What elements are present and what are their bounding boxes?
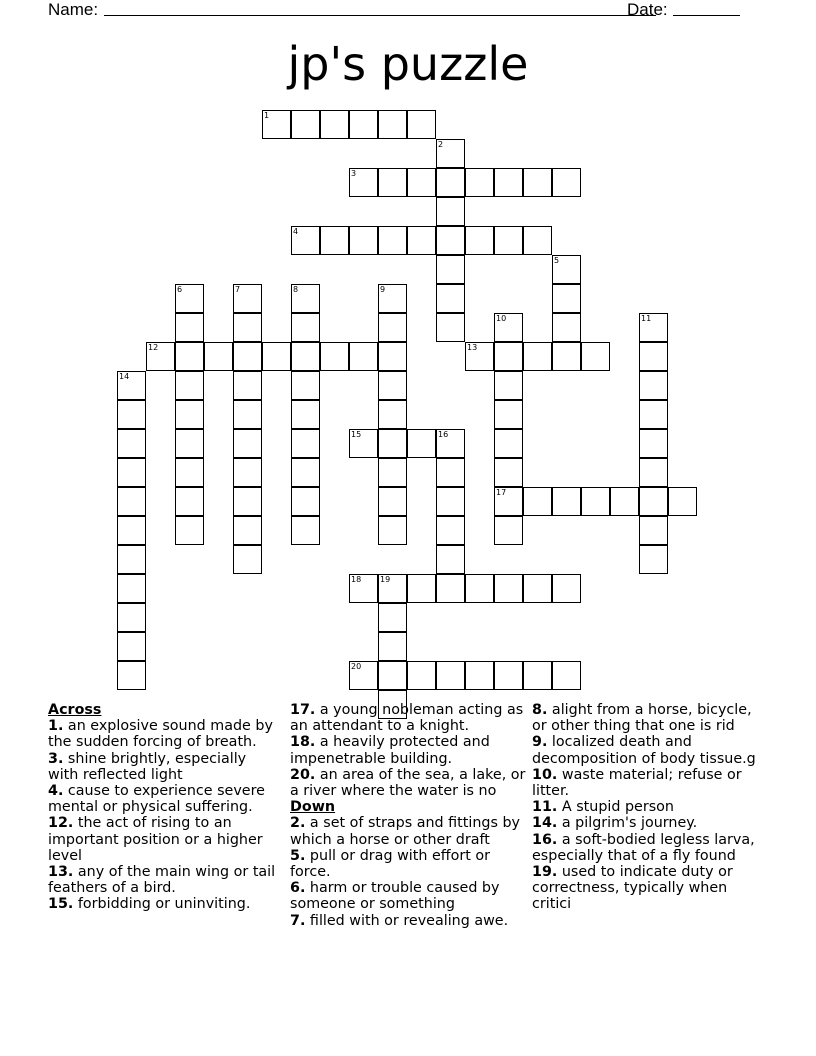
clue-column-2	[290, 702, 526, 929]
grid-cell[interactable]	[436, 226, 465, 255]
grid-cell[interactable]	[378, 400, 407, 429]
cell-number: 17	[496, 488, 507, 497]
grid-cell[interactable]	[175, 487, 204, 516]
grid-cell[interactable]	[639, 458, 668, 487]
clue	[532, 832, 768, 864]
cell-number: 20	[351, 662, 362, 671]
grid-cell[interactable]	[117, 545, 146, 574]
clue-text: a pilgrim's journey.	[557, 815, 698, 832]
grid-cell[interactable]	[407, 226, 436, 255]
grid-cell[interactable]	[320, 110, 349, 139]
grid-cell[interactable]	[233, 429, 262, 458]
grid-cell[interactable]	[378, 458, 407, 487]
grid-cell[interactable]	[233, 371, 262, 400]
clue	[290, 815, 526, 847]
grid-cell[interactable]	[436, 574, 465, 603]
grid-cell[interactable]	[639, 371, 668, 400]
grid-cell[interactable]	[175, 371, 204, 400]
cell-number: 11	[641, 314, 652, 323]
grid-cell[interactable]	[291, 313, 320, 342]
clue	[532, 864, 768, 913]
cell-number: 19	[380, 575, 391, 584]
clue-number: 13.	[48, 864, 74, 881]
grid-cell[interactable]	[523, 661, 552, 690]
grid-cell[interactable]	[639, 429, 668, 458]
grid-cell[interactable]	[291, 400, 320, 429]
across-heading: Across	[48, 702, 102, 718]
grid-cell[interactable]	[436, 487, 465, 516]
grid-cell[interactable]	[639, 487, 668, 516]
grid-cell[interactable]	[523, 574, 552, 603]
grid-cell[interactable]	[581, 487, 610, 516]
grid-cell[interactable]	[378, 429, 407, 458]
clue-text: harm or trouble caused by someone or something	[290, 880, 500, 913]
clue-number: 4.	[48, 783, 64, 800]
grid-cell[interactable]	[117, 574, 146, 603]
grid-cell[interactable]	[465, 574, 494, 603]
clue-number: 9.	[532, 734, 548, 751]
grid-cell[interactable]	[552, 168, 581, 197]
grid-cell[interactable]	[523, 487, 552, 516]
grid-cell[interactable]	[349, 342, 378, 371]
clue-text: used to indicate duty or correctness, typically when critici	[532, 864, 733, 913]
clue-text: a set of straps and fittings by which a horse or other draft	[290, 815, 521, 848]
clue	[48, 864, 280, 896]
grid-cell[interactable]	[175, 313, 204, 342]
clue-text: A stupid person	[557, 799, 674, 816]
grid-cell[interactable]	[378, 487, 407, 516]
grid-cell[interactable]	[117, 632, 146, 661]
clue-text: a heavily protected and impenetrable building.	[290, 734, 490, 767]
clue-number: 12.	[48, 815, 74, 832]
cell-number: 13	[467, 343, 478, 352]
grid-cell[interactable]	[378, 168, 407, 197]
clue-text: forbidding or uninviting.	[73, 896, 251, 913]
clue-text: shine brightly, especially with reflected light	[48, 750, 247, 783]
clue	[532, 702, 768, 734]
grid-cell[interactable]	[494, 226, 523, 255]
cell-number: 3	[351, 169, 357, 178]
cell-number: 2	[438, 140, 444, 149]
grid-cell[interactable]	[552, 487, 581, 516]
grid-cell[interactable]	[233, 400, 262, 429]
grid-cell[interactable]	[233, 487, 262, 516]
grid-cell[interactable]	[436, 516, 465, 545]
clue-text: an area of the sea, a lake, or a river where the water is no	[290, 766, 526, 800]
grid-cell[interactable]	[233, 516, 262, 545]
grid-cell[interactable]	[610, 487, 639, 516]
grid-cell[interactable]	[436, 255, 465, 284]
grid-cell[interactable]	[552, 661, 581, 690]
grid-cell[interactable]	[494, 400, 523, 429]
clue	[48, 783, 280, 815]
name-label: Name:	[48, 0, 99, 19]
cell-number: 1	[264, 111, 270, 120]
grid-cell[interactable]	[552, 342, 581, 371]
grid-cell[interactable]	[407, 661, 436, 690]
cell-number: 15	[351, 430, 362, 439]
clue-text: the act of rising to an important position or a higher level	[48, 815, 263, 864]
grid-cell[interactable]	[378, 342, 407, 371]
clue-number: 10.	[532, 766, 558, 783]
down-clue-list	[290, 815, 526, 928]
clue-number: 14.	[532, 815, 558, 832]
cell-number: 6	[177, 285, 183, 294]
clue-text: pull or drag with effort or force.	[290, 847, 490, 881]
grid-cell[interactable]	[494, 661, 523, 690]
clue-column-3	[532, 702, 768, 913]
cell-number: 4	[293, 227, 299, 236]
grid-cell[interactable]	[291, 110, 320, 139]
clue	[532, 799, 768, 815]
puzzle-title: jp's puzzle	[287, 37, 529, 91]
clue-text: any of the main wing or tail feathers of a bird.	[48, 864, 276, 897]
clue	[532, 815, 768, 831]
grid-cell[interactable]	[117, 661, 146, 690]
grid-cell[interactable]	[494, 342, 523, 371]
grid-cell[interactable]	[291, 458, 320, 487]
grid-cell[interactable]	[436, 313, 465, 342]
cell-number: 14	[119, 372, 130, 381]
grid-cell[interactable]	[378, 632, 407, 661]
grid-cell[interactable]	[581, 342, 610, 371]
grid-cell[interactable]	[639, 545, 668, 574]
grid-cell[interactable]	[117, 487, 146, 516]
grid-cell[interactable]	[552, 284, 581, 313]
clue	[48, 896, 280, 912]
cell-number: 7	[235, 285, 241, 294]
clue	[48, 718, 280, 750]
clue-number: 11.	[532, 799, 558, 816]
down-heading: Down	[290, 799, 336, 816]
grid-cell[interactable]	[436, 458, 465, 487]
grid-cell[interactable]	[407, 429, 436, 458]
cell-number: 18	[351, 575, 362, 584]
clue-text: localized death and decomposition of body tissue.g	[532, 734, 756, 767]
clue	[532, 734, 768, 766]
cell-number: 16	[438, 430, 449, 439]
grid-cell[interactable]	[378, 516, 407, 545]
grid-cell[interactable]	[465, 226, 494, 255]
grid-cell[interactable]	[117, 400, 146, 429]
grid-cell[interactable]	[320, 226, 349, 255]
grid-cell[interactable]	[320, 342, 349, 371]
grid-cell[interactable]	[552, 313, 581, 342]
grid-cell[interactable]	[494, 371, 523, 400]
clue	[290, 880, 526, 912]
cell-number: 8	[293, 285, 299, 294]
grid-cell[interactable]	[349, 110, 378, 139]
grid-cell[interactable]	[117, 516, 146, 545]
grid-cell[interactable]	[233, 342, 262, 371]
clue	[48, 751, 280, 783]
clue	[290, 702, 526, 734]
clue	[290, 848, 526, 880]
grid-cell[interactable]	[407, 168, 436, 197]
grid-cell[interactable]	[175, 429, 204, 458]
clue-number: 18.	[290, 734, 316, 751]
grid-cell[interactable]	[523, 226, 552, 255]
clue-number: 19.	[532, 864, 558, 881]
grid-cell[interactable]	[117, 429, 146, 458]
grid-cell[interactable]	[175, 342, 204, 371]
grid-cell[interactable]	[523, 342, 552, 371]
grid-cell[interactable]	[378, 603, 407, 632]
grid-cell[interactable]	[378, 110, 407, 139]
grid-cell[interactable]	[465, 168, 494, 197]
clue-text: alight from a horse, bicycle, or other thing that one is rid	[532, 702, 752, 735]
grid-cell[interactable]	[175, 400, 204, 429]
clue-number: 20.	[290, 766, 316, 783]
clue-text: waste material; refuse or litter.	[532, 766, 742, 800]
grid-cell[interactable]	[552, 574, 581, 603]
grid-cell[interactable]	[204, 342, 233, 371]
cell-number: 9	[380, 285, 386, 294]
grid-cell[interactable]	[233, 545, 262, 574]
grid-cell[interactable]	[639, 516, 668, 545]
grid-cell[interactable]	[291, 516, 320, 545]
grid-cell[interactable]	[494, 429, 523, 458]
cell-number: 12	[148, 343, 159, 352]
grid-cell[interactable]	[175, 458, 204, 487]
clue-text: cause to experience severe mental or physical suffering.	[48, 783, 265, 816]
grid-cell[interactable]	[378, 313, 407, 342]
grid-cell[interactable]	[117, 458, 146, 487]
clue-number: 8.	[532, 702, 548, 718]
clue-text: filled with or revealing awe.	[305, 912, 509, 929]
clue-column-1	[48, 702, 280, 913]
grid-cell[interactable]	[262, 342, 291, 371]
grid-cell[interactable]	[436, 661, 465, 690]
cell-number: 5	[554, 256, 560, 265]
grid-cell[interactable]	[494, 516, 523, 545]
clue-text: a soft-bodied legless larva, especially that of a fly found	[532, 831, 755, 864]
grid-cell[interactable]	[175, 516, 204, 545]
clue	[532, 767, 768, 799]
grid-cell[interactable]	[233, 313, 262, 342]
clue	[290, 913, 526, 929]
clue-number: 1.	[48, 718, 64, 735]
grid-cell[interactable]	[436, 284, 465, 313]
grid-cell[interactable]	[436, 197, 465, 226]
clue-number: 7.	[290, 912, 306, 929]
clue	[290, 734, 526, 766]
grid-cell[interactable]	[291, 429, 320, 458]
clue-number: 3.	[48, 750, 64, 767]
grid-cell[interactable]	[436, 168, 465, 197]
grid-cell[interactable]	[291, 371, 320, 400]
grid-cell[interactable]	[378, 661, 407, 690]
grid-cell[interactable]	[465, 661, 494, 690]
clue-text: a young nobleman acting as an attendant to a knight.	[290, 702, 524, 735]
grid-cell[interactable]	[378, 226, 407, 255]
grid-cell[interactable]	[407, 574, 436, 603]
grid-cell[interactable]	[378, 371, 407, 400]
clue-number: 6.	[290, 880, 306, 897]
grid-cell[interactable]	[639, 342, 668, 371]
grid-cell[interactable]	[668, 487, 697, 516]
across-clue-list-continued	[290, 702, 526, 799]
clue-number: 2.	[290, 815, 306, 832]
grid-cell[interactable]	[523, 168, 552, 197]
clue-number: 5.	[290, 847, 306, 864]
clue	[290, 767, 526, 799]
grid-cell[interactable]	[494, 168, 523, 197]
across-clue-list	[48, 718, 280, 912]
grid-cell[interactable]	[639, 400, 668, 429]
grid-cell[interactable]	[494, 458, 523, 487]
grid-cell[interactable]	[117, 603, 146, 632]
grid-cell[interactable]	[436, 545, 465, 574]
grid-cell[interactable]	[233, 458, 262, 487]
grid-cell[interactable]	[291, 487, 320, 516]
clue-number: 15.	[48, 896, 74, 913]
grid-cell[interactable]	[291, 342, 320, 371]
down-clue-list-continued	[532, 702, 768, 913]
cell-number: 10	[496, 314, 507, 323]
grid-cell[interactable]	[494, 574, 523, 603]
grid-cell[interactable]	[349, 226, 378, 255]
clue-text: an explosive sound made by the sudden forcing of breath.	[48, 718, 273, 751]
clue	[48, 815, 280, 864]
clue-number: 17.	[290, 702, 316, 718]
clue-number: 16.	[532, 831, 558, 848]
grid-cell[interactable]	[407, 110, 436, 139]
date-label: Date:	[627, 0, 668, 19]
